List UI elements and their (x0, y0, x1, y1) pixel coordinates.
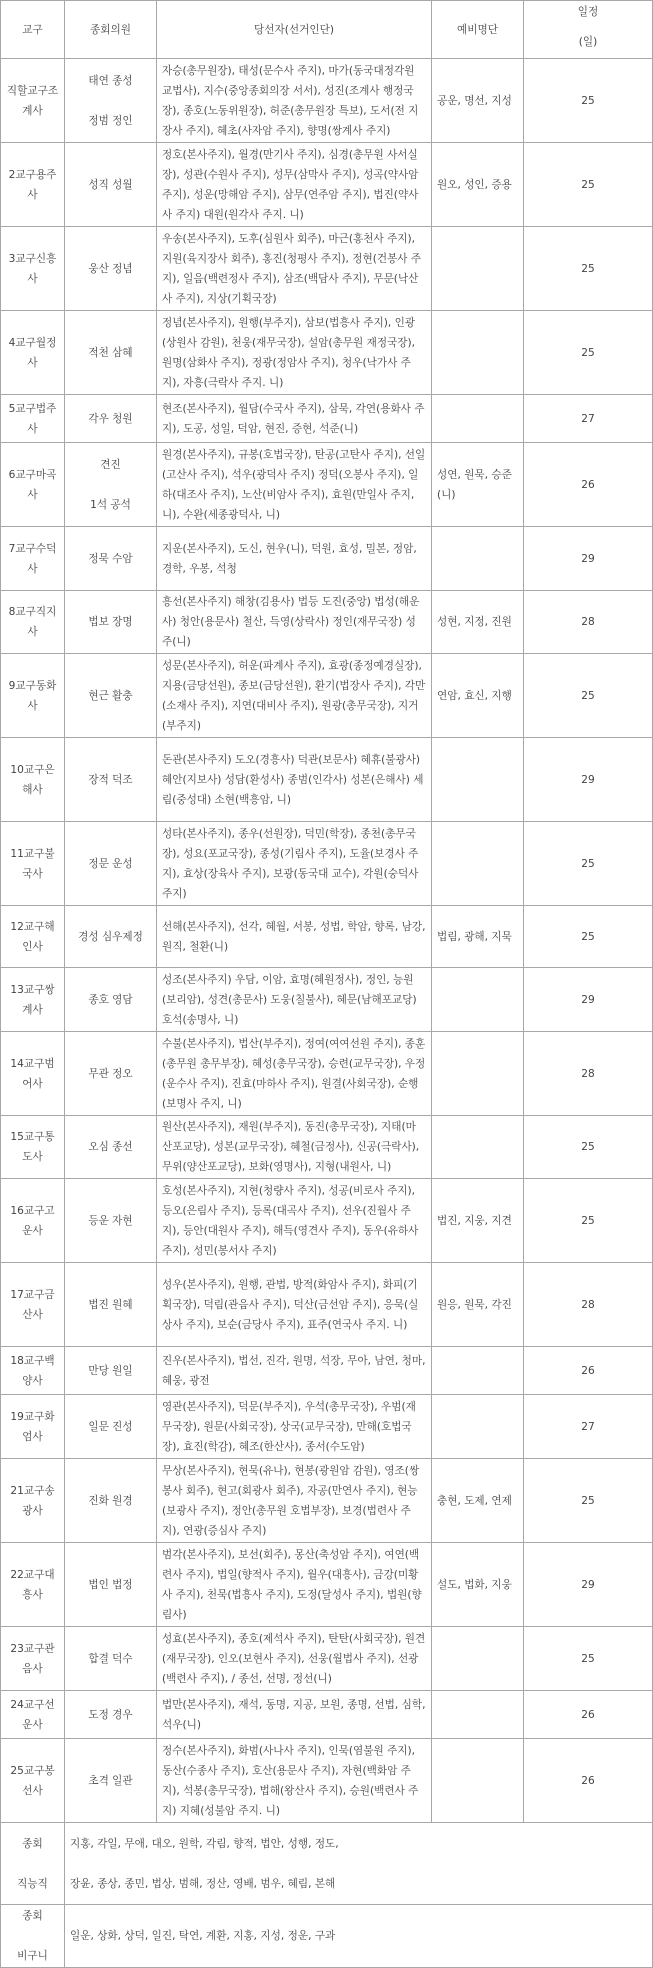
district-cell: 2교구용주사 (1, 143, 65, 227)
district-cell: 4교구월정사 (1, 311, 65, 395)
winners-cell: 성효(본사주지), 종호(제석사 주지), 탄탄(사회국장), 원견(재무국장), 인오(보현사 주지), 선웅(월법사 주지), 선광(백련사 주지), / 종선, 선명, 정선(니) (157, 1627, 432, 1691)
district-cell: 18교구백양사 (1, 1347, 65, 1395)
alternates-cell (432, 395, 524, 443)
days-cell: 25 (524, 654, 653, 738)
alternates-cell: 성현, 지정, 진원 (432, 591, 524, 654)
district-cell: 15교구통도사 (1, 1116, 65, 1179)
footer-text: 지홍, 각일, 무애, 대오, 원학, 각림, 향적, 법안, 성행, 정도, 장윤, 종상, 종민, 법상, 범해, 정산, 영배, 범우, 혜림, 본해 (65, 1823, 653, 1905)
members-cell: 일문 진성 (65, 1395, 157, 1459)
alternates-cell: 원응, 원묵, 각진 (432, 1263, 524, 1347)
table-row (1, 443, 653, 527)
winners-cell: 자승(총무원장), 태성(문수사 주지), 마가(동국대정각원 교법사), 지수(중앙종회의장 서서), 성진(조계사 행정국장), 종호(노동위원장), 허준(총무원장 특보), 도서(전 지장사 주지), 혜초(사자암 주지), 향명(쌍계사 주지) (157, 59, 432, 143)
days-cell: 25 (524, 906, 653, 968)
header-alternates: 예비명단 (432, 1, 524, 59)
days-cell: 25 (524, 1459, 653, 1543)
footer-row (1, 1905, 653, 1968)
district-cell: 8교구직지사 (1, 591, 65, 654)
winners-cell: 범각(본사주지), 보선(회주), 몽산(축성암 주지), 여연(백련사 주지), 법일(향적사 주지), 월우(대흥사), 금강(미황사 주지), 천묵(법흥사 주지), 도정(달성사 주지), 법원(향림사) (157, 1543, 432, 1627)
table-row (1, 968, 653, 1032)
members-cell: 장적 덕조 (65, 738, 157, 822)
table-row (1, 227, 653, 311)
table-row (1, 1347, 653, 1395)
table-row (1, 1179, 653, 1263)
days-cell: 25 (524, 143, 653, 227)
winners-cell: 진우(본사주지), 법선, 진각, 원명, 석장, 무아, 남연, 청마, 혜웅, 광전 (157, 1347, 432, 1395)
days-cell: 28 (524, 1263, 653, 1347)
members-cell: 진화 원경 (65, 1459, 157, 1543)
winners-cell: 현조(본사주지), 월담(수국사 주지), 삼묵, 각연(용화사 주지), 도공, 성일, 덕암, 현진, 증현, 석준(니) (157, 395, 432, 443)
winners-cell: 수불(본사주지), 법산(부주지), 정여(여여선원 주지), 종훈(총무원 총무부장), 혜성(총무국장), 승련(교무국장), 우정(운수사 주지), 진효(마하사 주지), 원결(사회국장), 순행(보명사 주지, 니) (157, 1032, 432, 1116)
winners-cell: 우송(본사주지), 도후(심원사 회주), 마근(홍천사 주지), 지원(육지장사 회주), 홍진(청평사 주지), 정현(건봉사 주지), 일음(백련정사 주지), 삼조(백담사 주지), 무문(낙산사 주지), 지상(기획국장) (157, 227, 432, 311)
days-cell: 26 (524, 1691, 653, 1739)
footer-text: 일운, 상화, 상덕, 일진, 탁연, 계환, 지홍, 지성, 정운, 구과 (65, 1905, 653, 1968)
district-cell: 직할교구조계사 (1, 59, 65, 143)
winners-cell: 성조(본사주지) 우담, 이암, 효명(혜원정사), 정인, 능원(보리암), 성견(총문사) 도웅(칠불사), 혜문(남해포교당) 호석(송명사, 니) (157, 968, 432, 1032)
winners-cell: 성우(본사주지), 원행, 관법, 방적(화암사 주지), 화피(기획국장), 덕림(관음사 주지), 덕산(금선암 주지), 응묵(실상사 주지), 보순(금당사 주지), 표주(연국사 주지. 니) (157, 1263, 432, 1347)
days-cell: 28 (524, 1032, 653, 1116)
alternates-cell: 공운, 명선, 지성 (432, 59, 524, 143)
alternates-cell: 성연, 원묵, 승준(니) (432, 443, 524, 527)
district-cell: 13교구쌍계사 (1, 968, 65, 1032)
district-cell: 9교구동화사 (1, 654, 65, 738)
table-row (1, 1627, 653, 1691)
header-winners: 당선자(선거인단) (157, 1, 432, 59)
alternates-cell (432, 1347, 524, 1395)
header-row (1, 1, 653, 59)
alternates-cell (432, 1739, 524, 1823)
days-cell: 29 (524, 1543, 653, 1627)
footer-row (1, 1823, 653, 1905)
members-cell: 초격 일관 (65, 1739, 157, 1823)
days-cell: 26 (524, 443, 653, 527)
days-cell: 25 (524, 1179, 653, 1263)
header-days-line1: 일정 (577, 6, 599, 18)
district-cell: 16교구고운사 (1, 1179, 65, 1263)
members-cell: 법진 원혜 (65, 1263, 157, 1347)
district-cell: 25교구봉선사 (1, 1739, 65, 1823)
alternates-cell (432, 1395, 524, 1459)
winners-cell: 정호(본사주지), 월경(만기사 주지), 심경(총무원 사서실장), 성관(수원사 주지), 성무(삼막사 주지), 성곡(약사암 주지), 성운(망해암 주지), 삼무(연주암 주지), 법진(약사사 주지) 대원(원각사 주지. 니) (157, 143, 432, 227)
district-cell: 19교구화엄사 (1, 1395, 65, 1459)
table-row (1, 1032, 653, 1116)
table-row (1, 1691, 653, 1739)
members-cell: 정문 운성 (65, 822, 157, 906)
days-cell: 25 (524, 227, 653, 311)
table-row (1, 395, 653, 443)
members-cell: 오심 종선 (65, 1116, 157, 1179)
members-cell: 태연 종성 정범 정인 (65, 59, 157, 143)
winners-cell: 영관(본사주지), 덕문(부주지), 우석(총무국장), 우범(재무국장), 원문(사회국장), 상국(교무국장), 만해(호법국장), 효진(학감), 혜조(한산사), 종서(수도암) (157, 1395, 432, 1459)
alternates-cell: 연암, 효신, 지행 (432, 654, 524, 738)
members-cell: 현근 활충 (65, 654, 157, 738)
district-cell: 14교구범어사 (1, 1032, 65, 1116)
district-cell: 24교구선운사 (1, 1691, 65, 1739)
district-cell: 11교구불국사 (1, 822, 65, 906)
district-cell: 7교구수덕사 (1, 527, 65, 591)
district-cell: 21교구송광사 (1, 1459, 65, 1543)
days-cell: 26 (524, 1739, 653, 1823)
table-row (1, 906, 653, 968)
district-cell: 23교구관음사 (1, 1627, 65, 1691)
winners-cell: 원경(본사주지), 규봉(호법국장), 탄공(고탄사 주지), 선일(고산사 주지), 석우(광덕사 주지) 정덕(오봉사 주지), 일하(대조사 주지), 노산(비암사 주지), 효원(만일사 주지, 니), 수완(세종광덕사, 니) (157, 443, 432, 527)
winners-cell: 돈관(본사주지) 도오(경흥사) 덕관(보문사) 혜휴(불광사) 혜안(지보사) 성담(환성사) 종범(인각사) 성본(은해사) 세림(중성대) 소현(백흥암, 니) (157, 738, 432, 822)
alternates-cell (432, 1627, 524, 1691)
winners-cell: 원산(본사주지), 재원(부주지), 동진(총무국장), 지태(마산포교당), 성본(교무국장), 혜철(금정사), 신공(극락사), 무위(양산포교당), 보화(영명사), 지형(내원사, 니) (157, 1116, 432, 1179)
days-cell: 25 (524, 822, 653, 906)
header-members: 종회의원 (65, 1, 157, 59)
table-row (1, 1395, 653, 1459)
table-row (1, 143, 653, 227)
alternates-cell (432, 311, 524, 395)
days-cell: 25 (524, 1116, 653, 1179)
district-cell: 5교구법주사 (1, 395, 65, 443)
members-cell: 각우 청원 (65, 395, 157, 443)
winners-cell: 흥선(본사주지) 해창(김용사) 법등 도진(중앙) 법성(해운사) 청안(용문사) 철산, 득영(상락사) 정인(재무국장) 성주(니) (157, 591, 432, 654)
table-body (1, 59, 653, 1968)
days-cell: 25 (524, 311, 653, 395)
alternates-cell (432, 968, 524, 1032)
alternates-cell: 법림, 광해, 지묵 (432, 906, 524, 968)
header-days-line2: (일) (578, 36, 598, 48)
days-cell: 26 (524, 1347, 653, 1395)
members-cell: 적천 삼혜 (65, 311, 157, 395)
members-cell: 종호 영담 (65, 968, 157, 1032)
winners-cell: 호성(본사주지), 지현(청량사 주지), 성공(비로사 주지), 등오(은림사 주지), 등록(대곡사 주지), 선우(진월사 주지), 등안(대원사 주지), 해득(영견사 주지), 동우(유하사 주지), 성민(봉서사 주지) (157, 1179, 432, 1263)
alternates-cell: 설도, 법화, 지웅 (432, 1543, 524, 1627)
district-cell: 3교구신흥사 (1, 227, 65, 311)
members-cell: 웅산 정념 (65, 227, 157, 311)
table-row (1, 1116, 653, 1179)
alternates-cell (432, 1116, 524, 1179)
table-row (1, 822, 653, 906)
days-cell: 29 (524, 527, 653, 591)
alternates-cell (432, 527, 524, 591)
winners-cell: 정념(본사주지), 원행(부주지), 삼보(법흥사 주지), 인광(상원사 감원), 천웅(재무국장), 설암(총무원 재정국장), 원명(삼화사 주지), 정광(정암사 주지), 청우(낙가사 주지), 자흥(극락사 주지. 니) (157, 311, 432, 395)
members-cell: 성직 성월 (65, 143, 157, 227)
alternates-cell: 법진, 지웅, 지견 (432, 1179, 524, 1263)
winners-cell: 정수(본사주지), 화범(사나사 주지), 인묵(염불원 주지), 동산(수종사 주지), 호산(용문사 주지), 자현(백화암 주지), 석봉(총무국장), 법해(왕산사 주지), 승원(백련사 주지) 지혜(성불암 주지. 니) (157, 1739, 432, 1823)
table-row (1, 527, 653, 591)
days-cell: 29 (524, 738, 653, 822)
district-cell: 22교구대흥사 (1, 1543, 65, 1627)
district-cell: 17교구금산사 (1, 1263, 65, 1347)
winners-cell: 선해(본사주지), 선각, 혜월, 서봉, 성법, 학암, 향록, 남강, 원직, 철환(니) (157, 906, 432, 968)
alternates-cell (432, 1032, 524, 1116)
winners-cell: 성문(본사주지), 허운(파계사 주지), 효광(종정예경실장), 지용(금당선원), 종보(금당선원), 환기(법장사 주지), 각만(소재사 주지), 지연(대비사 주지), 원광(총무국장), 지거(부주지) (157, 654, 432, 738)
members-cell: 법인 법정 (65, 1543, 157, 1627)
table-row (1, 1739, 653, 1823)
days-cell: 25 (524, 59, 653, 143)
days-cell: 29 (524, 968, 653, 1032)
members-cell: 경성 심우제정 (65, 906, 157, 968)
members-cell: 견진 1석 공석 (65, 443, 157, 527)
alternates-cell: 원오, 성인, 증용 (432, 143, 524, 227)
header-district: 교구 (1, 1, 65, 59)
table-row (1, 1543, 653, 1627)
days-cell: 27 (524, 395, 653, 443)
alternates-cell (432, 1691, 524, 1739)
district-cell: 6교구마곡사 (1, 443, 65, 527)
members-cell: 등운 자현 (65, 1179, 157, 1263)
days-cell: 27 (524, 1395, 653, 1459)
members-cell: 합결 덕수 (65, 1627, 157, 1691)
district-cell: 10교구은해사 (1, 738, 65, 822)
footer-label: 종회 비구니 (1, 1905, 65, 1968)
alternates-cell (432, 822, 524, 906)
alternates-cell (432, 738, 524, 822)
winners-cell: 법만(본사주지), 재석, 동명, 지공, 보원, 종명, 선법, 심학, 석우(니) (157, 1691, 432, 1739)
winners-cell: 무상(본사주지), 현묵(유나), 현봉(광원암 감원), 영조(쌍봉사 회주), 현고(회광사 회주), 자공(만연사 주지), 현능(보광사 주지), 정안(총무원 호법부장), 보경(법련사 주지), 연광(증심사 주지) (157, 1459, 432, 1543)
table-row (1, 1263, 653, 1347)
winners-cell: 성타(본사주지), 종우(선원장), 덕민(학장), 종천(총무국장), 성요(포교국장), 종성(기림사 주지), 도율(보경사 주지), 효상(장육사 주지), 보광(동국대 교수), 각원(숭덕사 주지) (157, 822, 432, 906)
members-cell: 법보 장명 (65, 591, 157, 654)
members-cell: 도정 경우 (65, 1691, 157, 1739)
members-cell: 정묵 수암 (65, 527, 157, 591)
members-cell: 무관 정오 (65, 1032, 157, 1116)
table-row (1, 311, 653, 395)
header-days (524, 1, 653, 59)
days-cell: 28 (524, 591, 653, 654)
days-cell: 25 (524, 1627, 653, 1691)
table-row (1, 59, 653, 143)
table-row (1, 591, 653, 654)
alternates-cell (432, 227, 524, 311)
table-row (1, 738, 653, 822)
winners-cell: 지운(본사주지), 도신, 현우(니), 덕원, 효성, 밀본, 정암, 경학, 우봉, 석청 (157, 527, 432, 591)
members-cell: 만당 원일 (65, 1347, 157, 1395)
table-row (1, 1459, 653, 1543)
footer-label: 종회 직능직 (1, 1823, 65, 1905)
district-cell: 12교구해인사 (1, 906, 65, 968)
alternates-cell: 충현, 도제, 연제 (432, 1459, 524, 1543)
table-row (1, 654, 653, 738)
